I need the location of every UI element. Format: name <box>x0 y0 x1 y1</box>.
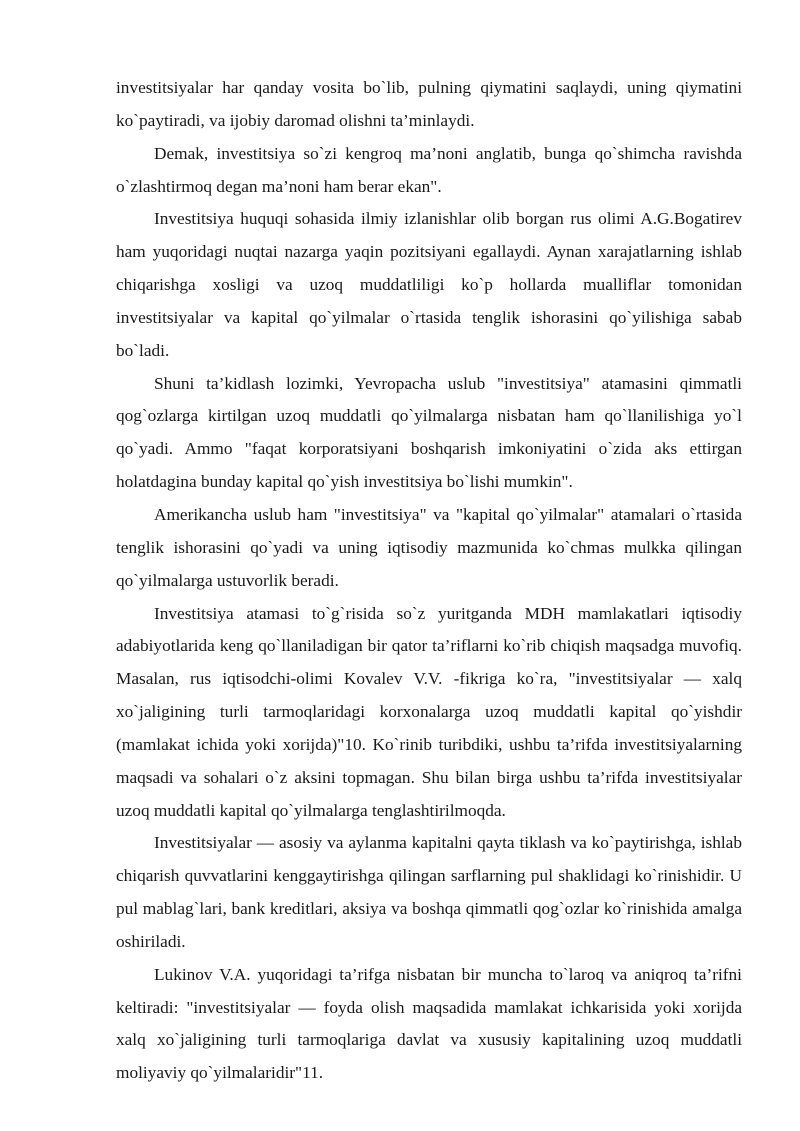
paragraph-4: Shuni ta’kidlash lozimki, Yevropacha uslub "investitsiya" atamasini qimmatli qog`ozlarga kirtilgan uzoq muddatli qo`yilmalarga nisbatan ham qo`llanilishiga yo`l qo`yadi. Ammo "faqat korporatsiyani boshqarish imkoniyatini o`zida aks ettirgan holatdagina bunday kapital qo`yish investitsiya bo`lishi mumkin". <box>116 373 742 492</box>
paragraph-8: Lukinov V.A. yuqoridagi ta’rifga nisbatan bir muncha to`laroq va aniqroq ta’rifni keltiradi: "investitsiyalar — foyda olish maqsadida mamlakat ichkarisida yoki xorijda xalq xo`jaligining turli tarmoqlariga davlat va xususiy kapitalining uzoq muddatli moliyaviy qo`yilmalaridir"11. <box>116 964 742 1083</box>
paragraph-3: Investitsiya huquqi sohasida ilmiy izlanishlar olib borgan rus olimi A.G.Bogatirev ham yuqoridagi nuqtai nazarga yaqin pozitsiyani egallaydi. Aynan xarajatlarning ishlab chiqarishga xosligi va uzoq muddatliligi ko`p hollarda mualliflar tomonidan investitsiyalar va kapital qo`yilmalar o`rtasida tenglik ishorasini qo`yilishiga sabab bo`ladi. <box>116 209 742 360</box>
paragraph-5: Amerikancha uslub ham "investitsiya" va "kapital qo`yilmalar" atamalari o`rtasida tenglik ishorasini qo`yadi va uning iqtisodiy mazmunida ko`chmas mulkka qilingan qo`yilmalarga ustuvorlik beradi. <box>116 504 742 590</box>
document-body <box>116 72 742 1090</box>
paragraph-2: Demak, investitsiya so`zi kengroq ma’noni anglatib, bunga qo`shimcha ravishda o`zlashtirmoq degan ma’noni ham berar ekan". <box>116 143 742 196</box>
paragraph-6: Investitsiya atamasi to`g`risida so`z yuritganda MDH mamlakatlari iqtisodiy adabiyotlarida keng qo`llaniladigan bir qator ta’riflarni ko`rib chiqish maqsadga muvofiq. Masalan, rus iqtisodchi-olimi Kovalev V.V. -fikriga ko`ra, "investitsiyalar — xalq xo`jaligining turli tarmoqlaridagi korxonalarga uzoq muddatli kapital qo`yishdir (mamlakat ichida yoki xorijda)"10. Ko`rinib turibdiki, ushbu ta’rifda investitsiyalarning maqsadi va sohalari o`z aksini topmagan. Shu bilan birga ushbu ta’rifda investitsiyalar uzoq muddatli kapital qo`yilmalarga tenglashtirilmoqda. <box>116 603 742 820</box>
paragraph-7: Investitsiyalar — asosiy va aylanma kapitalni qayta tiklash va ko`paytirishga, ishlab chiqarish quvvatlarini kenggaytirishga qilingan sarflarning pul shaklidagi ko`rinishidir. U pul mablag`lari, bank kreditlari, aksiya va boshqa qimmatli qog`ozlar ko`rinishida amalga oshiriladi. <box>116 833 742 951</box>
paragraph-1: investitsiyalar har qanday vosita bo`lib, pulning qiymatini saqlaydi, uning qiymatini ko`paytiradi, va ijobiy daromad olishni ta’minlaydi. <box>116 78 742 130</box>
